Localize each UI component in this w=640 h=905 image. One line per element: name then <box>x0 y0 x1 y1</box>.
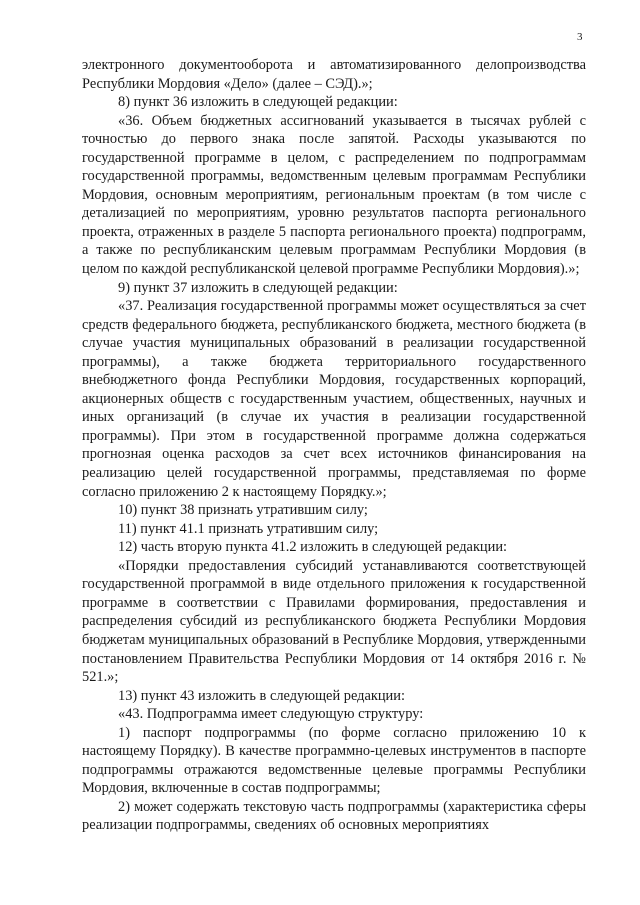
document-body <box>82 56 586 835</box>
item-8-heading: 8) пункт 36 изложить в следующей редакции: <box>118 94 398 111</box>
item-9-heading: 9) пункт 37 изложить в следующей редакции: <box>118 279 398 296</box>
clause-43-item-2: 2) может содержать текстовую часть подпрограммы (характеристика сферы реализации подпрограммы, сведениях об основных мероприятиях <box>82 798 586 834</box>
item-10-text: 10) пункт 38 признать утратившим силу; <box>118 502 368 519</box>
item-11-text: 11) пункт 41.1 признать утратившим силу; <box>118 520 379 537</box>
paragraph-continuation: электронного документооборота и автоматизированного делопроизводства Республики Мордовия «Дело» (далее – СЭД).»; <box>82 57 586 92</box>
clause-36-text: «36. Объем бюджетных ассигнований указывается в тысячах рублей с точностью до первого знака после запятой. Расходы указываются по государственной программе в целом, с распределением по подпрограммам государственной программы, ведомственным целевым программам Республики Мордовия, основным мероприятиям, региональным проектам (в том числе с детализацией по мероприятиям, уровню результатов паспорта регионального проекта, отраженных в разделе 5 паспорта регионального проекта) подпрограмм, а также по республиканским целевым программам Республики Мордовия (в целом по каждой республиканской целевой программе Республики Мордовия).»; <box>82 112 586 278</box>
clause-41-2-text: «Порядки предоставления субсидий устанавливаются соответствующей государственной программой в виде отдельного приложения к государственной программе в соответствии с Правилами формирования, предоставления и распределения субсидий из республиканского бюджета Республики Мордовия бюджетам муниципальных образований в Республике Мордовия, утвержденными постановлением Правительства Республики Мордовия от 14 октября 2016 г. № 521.»; <box>82 557 586 686</box>
item-13-heading: 13) пункт 43 изложить в следующей редакции: <box>118 687 405 704</box>
clause-37-text: «37. Реализация государственной программы может осуществляться за счет средств федерального бюджета, республиканского бюджета, местного бюджета (в случае участия муниципальных образований в реализации государственной программы), а также бюджета территориального государственного внебюджетного фонда Республики Мордовия, государственных корпораций, акционерных обществ с государственным участием, общественных, научных и иных организаций (в случае их участия в реализации государственной программы). При этом в государственной программе должна содержаться прогнозная оценка расходов за счет всех источников финансирования на реализацию целей государственной программы, представляемая по форме согласно приложению 2 к настоящему Порядку.»; <box>82 298 586 500</box>
clause-43-item-1: 1) паспорт подпрограммы (по форме согласно приложению 10 к настоящему Порядку). В качестве программно-целевых инструментов в паспорте подпрограммы отражаются ведомственные целевые программы Республики Мордовия, включенные в состав подпрограммы; <box>82 724 586 797</box>
clause-43-intro: «43. Подпрограмма имеет следующую структуру: <box>118 706 424 723</box>
item-12-heading: 12) часть вторую пункта 41.2 изложить в следующей редакции: <box>118 539 508 556</box>
page-number: 3 <box>577 31 583 43</box>
